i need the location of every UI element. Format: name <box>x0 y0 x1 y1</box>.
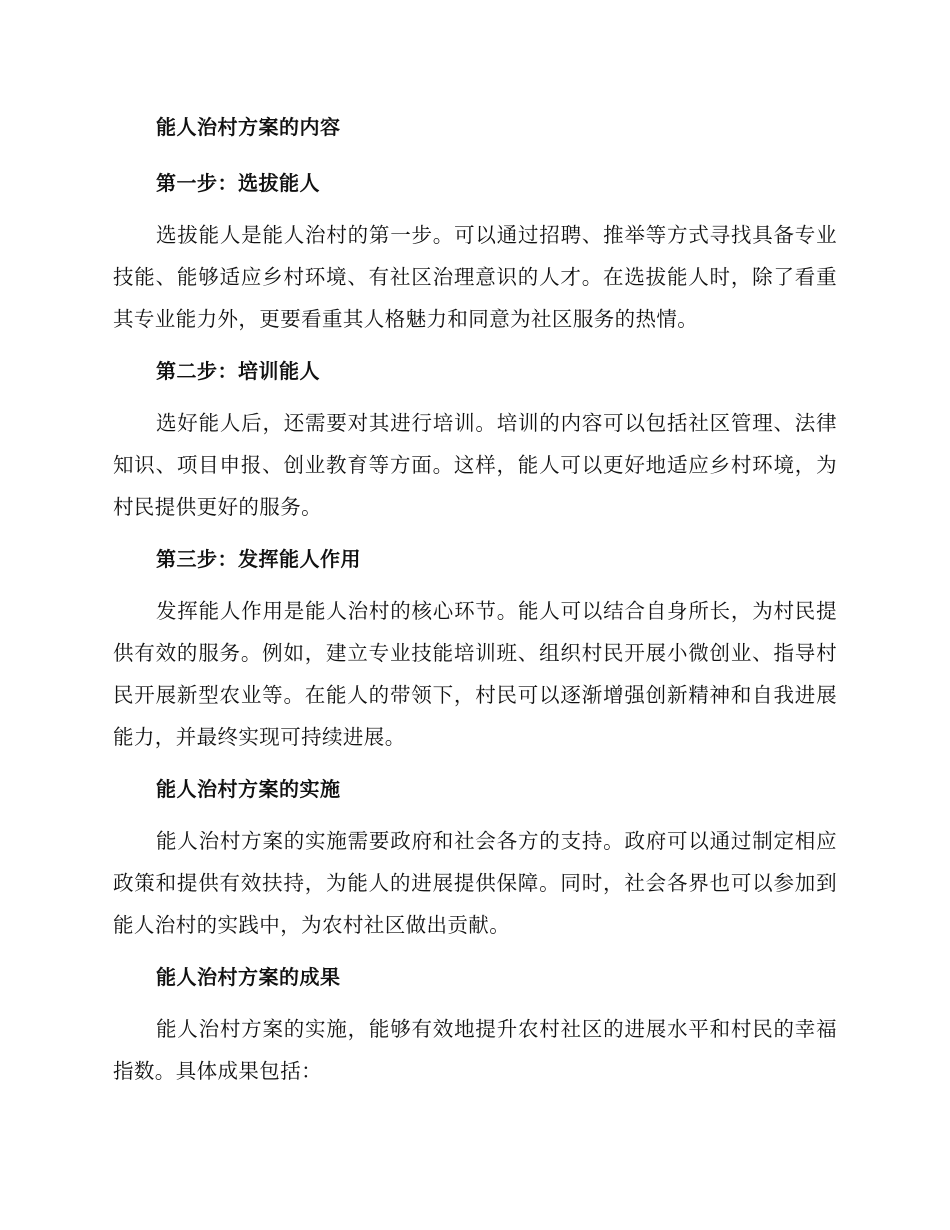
step-two-paragraph: 选好能人后，还需要对其进行培训。培训的内容可以包括社区管理、法律知识、项目申报、创业教育等方面。这样，能人可以更好地适应乡村环境，为村民提供更好的服务。 <box>113 411 837 519</box>
results-paragraph: 能人治村方案的实施，能够有效地提升农村社区的进展水平和村民的幸福指数。具体成果包括： <box>113 1017 837 1083</box>
document-body <box>113 109 837 1092</box>
section-heading-content: 能人治村方案的内容 <box>156 115 341 139</box>
implementation-paragraph: 能人治村方案的实施需要政府和社会各方的支持。政府可以通过制定相应政策和提供有效扶持，为能人的进展提供保障。同时，社会各界也可以参加到能人治村的实践中，为农村社区做出贡献。 <box>113 829 837 937</box>
step-one-heading: 第一步：选拔能人 <box>156 171 320 195</box>
implementation-heading: 能人治村方案的实施 <box>156 777 341 801</box>
step-three-paragraph: 发挥能人作用是能人治村的核心环节。能人可以结合自身所长，为村民提供有效的服务。例如，建立专业技能培训班、组织村民开展小微创业、指导村民开展新型农业等。在能人的带领下，村民可以逐渐增强创新精神和自我进展能力，并最终实现可持续进展。 <box>113 599 837 749</box>
step-one-paragraph: 选拔能人是能人治村的第一步。可以通过招聘、推举等方式寻找具备专业技能、能够适应乡村环境、有社区治理意识的人才。在选拔能人时，除了看重其专业能力外，更要看重其人格魅力和同意为社区服务的热情。 <box>113 223 837 331</box>
results-heading: 能人治村方案的成果 <box>156 965 341 989</box>
step-three-heading: 第三步：发挥能人作用 <box>156 547 361 571</box>
step-two-heading: 第二步：培训能人 <box>156 359 320 383</box>
